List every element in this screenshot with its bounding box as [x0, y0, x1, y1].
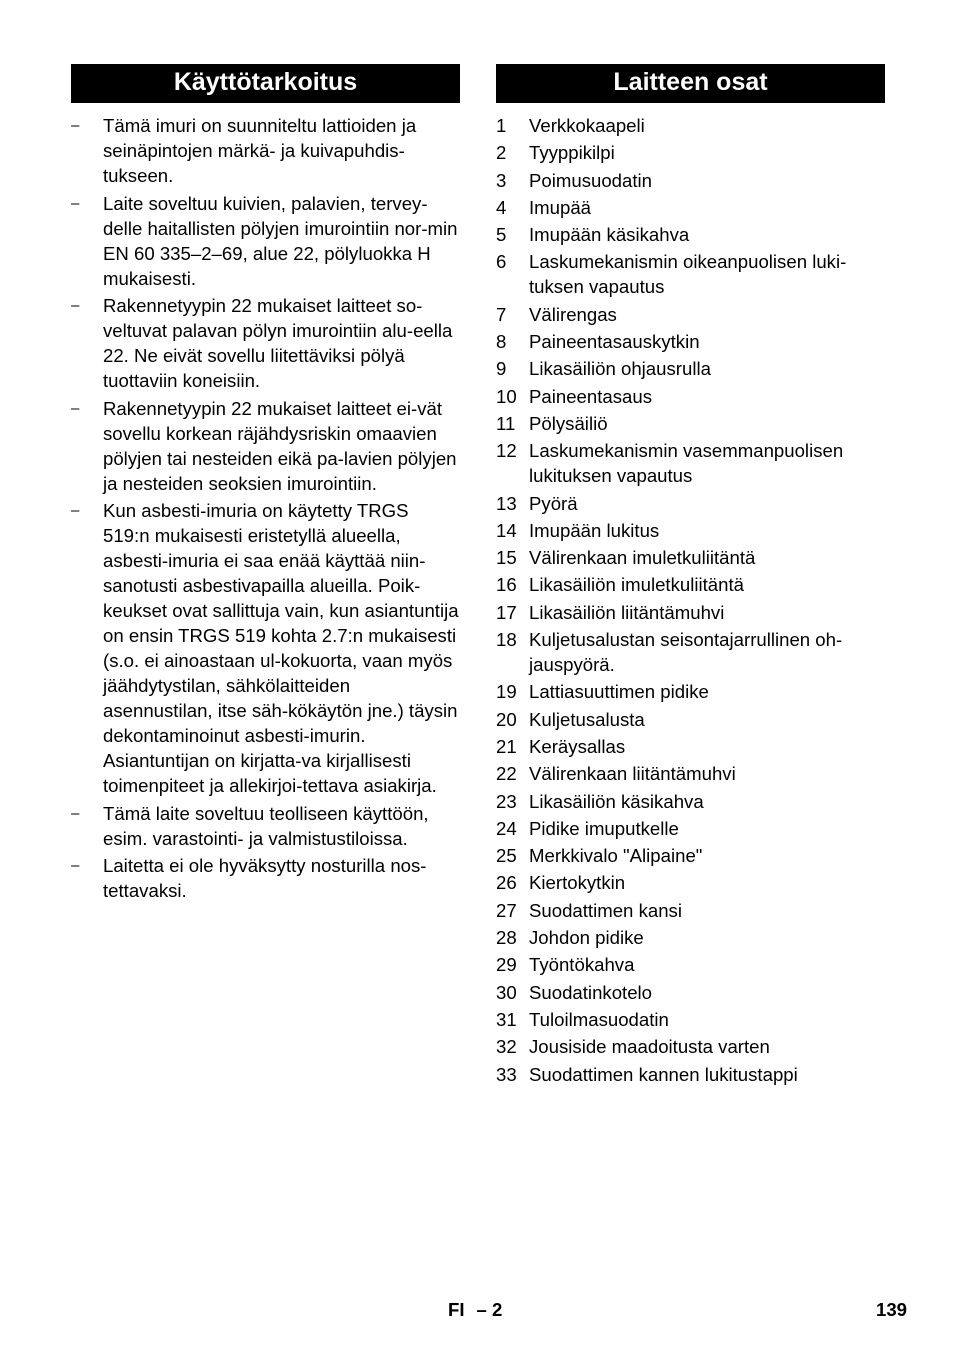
list-item-text: Rakennetyypin 22 mukaiset laitteet ei-vät sovellu korkean räjähdysriskin omaavien pölyjen tai nesteiden eikä pa-lavien pölyjen ja nesteiden seoksien imurointiin. [103, 397, 457, 494]
part-number: 18 [496, 629, 517, 651]
part-name: Tyyppikilpi [529, 142, 615, 164]
list-dash: – [71, 117, 80, 134]
part-number: 21 [496, 735, 517, 757]
part-name: Tuloilmasuodatin [529, 1008, 669, 1030]
part-name: Paineentasaus [529, 385, 653, 407]
list-item [71, 498, 460, 798]
part-name: Likasäiliön ohjausrulla [529, 358, 711, 380]
part-name: Likasäiliön käsikahva [529, 790, 704, 812]
part-item [496, 195, 885, 220]
part-item [496, 789, 885, 814]
part-item [496, 518, 885, 543]
part-number: 20 [496, 708, 517, 730]
footer-section-number: – 2 [476, 1299, 503, 1320]
list-item-text: Tämä imuri on suunniteltu lattioiden ja seinäpintojen märkä- ja kuivapuhdis-tukseen. [103, 115, 417, 186]
footer-language: FI [448, 1299, 465, 1320]
part-number: 25 [496, 845, 517, 867]
part-name: Poimusuodatin [529, 169, 653, 191]
list-dash: – [71, 502, 80, 519]
part-item [496, 113, 885, 138]
part-name: Likasäiliön liitäntämuhvi [529, 601, 725, 623]
intended-use-heading: Käyttötarkoitus [71, 64, 460, 103]
part-item [496, 356, 885, 381]
part-item [496, 249, 885, 299]
part-number: 10 [496, 385, 517, 407]
part-number: 15 [496, 547, 517, 569]
part-item [496, 679, 885, 704]
part-name: Suodattimen kannen lukitustappi [529, 1063, 798, 1085]
part-number: 6 [496, 251, 507, 273]
part-name: Suodattimen kansi [529, 899, 682, 921]
part-name: Keräysallas [529, 735, 626, 757]
part-name: Kuljetusalustan seisontajarrullinen oh-jauspyörä. [529, 629, 843, 676]
device-parts-heading: Laitteen osat [496, 64, 885, 103]
part-item [496, 438, 885, 488]
part-name: Paineentasauskytkin [529, 331, 700, 353]
part-name: Johdon pidike [529, 927, 644, 949]
part-number: 7 [496, 303, 507, 325]
part-number: 24 [496, 817, 517, 839]
part-item [496, 545, 885, 570]
part-number: 19 [496, 681, 517, 703]
part-item [496, 600, 885, 625]
part-item [496, 925, 885, 950]
footer-language-section [448, 1298, 502, 1322]
part-name: Suodatinkotelo [529, 981, 653, 1003]
part-number: 30 [496, 981, 517, 1003]
list-item-text: Laitetta ei ole hyväksytty nosturilla nos-tettavaksi. [103, 855, 427, 901]
part-item [496, 491, 885, 516]
part-number: 26 [496, 872, 517, 894]
part-number: 12 [496, 440, 517, 462]
part-name: Kiertokytkin [529, 872, 626, 894]
part-number: 9 [496, 358, 507, 380]
part-item [496, 980, 885, 1005]
part-item [496, 302, 885, 327]
part-item [496, 707, 885, 732]
part-number: 5 [496, 224, 507, 246]
list-item-text: Kun asbesti-imuria on käytetty TRGS 519:n mukaisesti eristetyllä alueella, asbesti-imuria ei saa enää käyttää niin-sanotusti asbestivapailla alueilla. Poik-keukset ovat sallittuja vain, kun asiantuntija on ensin TRGS 519 kohta 2.7:n mukaisesti (s.o. ei ainoastaan ul-kokuorta, vaan myös jäähdytystilan, sähkölaitteiden asennustilan, itse säh-kökäytön jne.) täysin dekontaminoinut asbesti-imurin. Asiantuntijan on kirjatta-va kirjallisesti toimenpiteet ja allekirjoi-tettava asiakirja. [103, 500, 459, 796]
list-dash: – [71, 194, 80, 212]
list-dash: – [71, 297, 80, 314]
part-name: Välirenkaan liitäntämuhvi [529, 763, 736, 785]
list-item [71, 396, 460, 496]
part-item [496, 898, 885, 923]
list-item [71, 293, 460, 393]
list-item [71, 191, 460, 291]
part-item [496, 329, 885, 354]
part-item [496, 222, 885, 247]
part-name: Likasäiliön imuletkuliitäntä [529, 574, 744, 596]
part-name: Pidike imuputkelle [529, 817, 679, 839]
part-number: 32 [496, 1036, 517, 1058]
part-number: 8 [496, 331, 507, 353]
part-number: 13 [496, 492, 517, 514]
part-item [496, 1007, 885, 1032]
part-item [496, 572, 885, 597]
part-name: Imupään lukitus [529, 519, 660, 541]
part-name: Merkkivalo "Alipaine" [529, 845, 703, 867]
list-item-text: Laite soveltuu kuivien, palavien, tervey-delle haitallisten pölyjen imurointiin nor-min EN 60 335–2–69, alue 22, pölyluokka H mukaisesti. [103, 192, 458, 289]
part-item [496, 843, 885, 868]
part-name: Pölysäiliö [529, 412, 608, 434]
part-number: 3 [496, 169, 507, 191]
part-number: 1 [496, 115, 507, 136]
part-item [496, 734, 885, 759]
list-item [71, 853, 460, 903]
part-number: 27 [496, 899, 517, 921]
part-item [496, 761, 885, 786]
part-name: Laskumekanismin vasemmanpuolisen lukituksen vapautus [529, 440, 844, 487]
device-parts-list [496, 103, 885, 1087]
part-name: Työntökahva [529, 954, 635, 976]
part-number: 31 [496, 1008, 517, 1030]
list-dash: – [71, 399, 80, 417]
part-name: Lattiasuuttimen pidike [529, 681, 709, 703]
part-name: Imupää [529, 196, 592, 218]
list-item [71, 113, 460, 188]
part-item [496, 384, 885, 409]
part-item [496, 168, 885, 193]
part-name: Verkkokaapeli [529, 115, 645, 136]
part-item [496, 1062, 885, 1087]
page-number: 139 [876, 1299, 908, 1320]
part-number: 22 [496, 763, 517, 785]
part-item [496, 140, 885, 165]
part-number: 17 [496, 601, 517, 623]
intended-use-list [71, 103, 460, 903]
part-number: 14 [496, 519, 517, 541]
list-item-text: Rakennetyypin 22 mukaiset laitteet so-veltuvat palavan pölyn imurointiin alu-eella 22. Ne eivät sovellu liitettäviksi pölyä tuottaviin koneisiin. [103, 295, 453, 391]
part-name: Jousiside maadoitusta varten [529, 1036, 770, 1058]
list-item-text: Tämä laite soveltuu teolliseen käyttöön, esim. varastointi- ja valmistustiloissa. [103, 802, 429, 849]
part-name: Kuljetusalusta [529, 708, 645, 730]
part-name: Välirenkaan imuletkuliitäntä [529, 547, 756, 569]
part-number: 23 [496, 790, 517, 812]
list-dash: – [71, 804, 80, 822]
part-name: Välirengas [529, 303, 617, 325]
part-item [496, 627, 885, 677]
intended-use-section [71, 64, 460, 906]
device-parts-section [496, 64, 885, 1089]
part-item [496, 952, 885, 977]
part-number: 4 [496, 196, 507, 218]
part-name: Pyörä [529, 492, 578, 514]
part-number: 29 [496, 954, 517, 976]
list-item [71, 801, 460, 851]
part-item [496, 1034, 885, 1059]
part-number: 11 [496, 412, 516, 434]
part-name: Laskumekanismin oikeanpuolisen luki-tuksen vapautus [529, 251, 847, 298]
part-number: 28 [496, 927, 517, 949]
part-item [496, 870, 885, 895]
part-number: 16 [496, 574, 517, 596]
list-dash: – [71, 857, 80, 874]
part-item [496, 411, 885, 436]
part-number: 33 [496, 1063, 517, 1085]
part-name: Imupään käsikahva [529, 224, 690, 246]
part-number: 2 [496, 142, 507, 164]
part-item [496, 816, 885, 841]
